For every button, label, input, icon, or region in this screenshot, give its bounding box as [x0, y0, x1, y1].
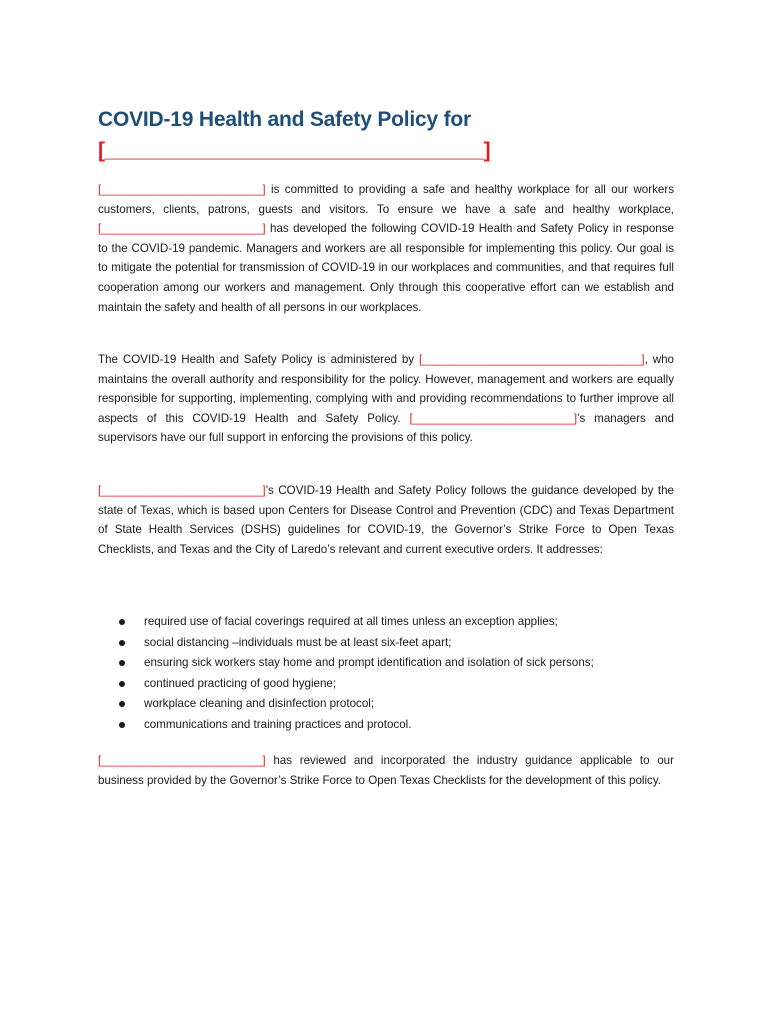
list-item: workplace cleaning and disinfection protocol; — [98, 694, 674, 715]
bullet-icon — [119, 619, 125, 625]
paragraph-text: is committed to providing a safe and healthy workplace for all our workers customers, clients, patrons, guests and visitors. To ensure we have a safe and healthy workplace, — [98, 183, 674, 216]
paragraph-text: The COVID-19 Health and Safety Policy is administered by — [98, 353, 419, 366]
guidance-paragraph — [98, 481, 674, 559]
bullet-icon — [119, 640, 125, 646]
paragraph-text: has reviewed and incorporated the industry guidance applicable to our business provided by the Governor’s Strike Force to Open Texas Checklists for the development of this policy. — [98, 754, 674, 787]
paragraph-text: ’s COVID-19 Health and Safety Policy follows the guidance developed by the state of Texas, which is based upon Centers for Disease Control and Prevention (CDC) and Texas Department of State Health Services (DSHS) guidelines for COVID-19, the Governor’s Strike Force to Open Texas Checklists, and Texas and the City of Laredo’s relevant and current executive orders. It addresses: — [98, 484, 674, 556]
bullet-icon — [119, 660, 125, 666]
organization-blank: [_________________________] — [98, 183, 266, 196]
list-item: ensuring sick workers stay home and prompt identification and isolation of sick persons; — [98, 653, 674, 674]
title-organization-blank: [_________________________________] — [98, 139, 491, 162]
review-paragraph — [98, 751, 674, 790]
bullet-icon — [119, 722, 125, 728]
organization-blank: [_________________________] — [98, 222, 266, 236]
bullet-icon — [119, 701, 125, 707]
list-item: social distancing –individuals must be at least six-feet apart; — [98, 633, 674, 654]
list-item: communications and training practices and protocol. — [98, 715, 674, 736]
bullet-icon — [119, 681, 125, 687]
paragraph-text: has developed the following COVID-19 Health and Safety Policy in response to the COVID-19 pandemic. Managers and workers are all responsible for implementing this policy. Our goal is to mitigate the potential for transmission of COVID-19 in our workplaces and communities, and that requires full cooperation among our workers and management. Only through this cooperative effort can we establish and maintain the safety and health of all persons in our workplaces. — [98, 222, 674, 314]
page-title — [98, 104, 678, 166]
policy-topics-list — [98, 612, 674, 736]
administration-paragraph — [98, 350, 674, 448]
commitment-paragraph — [98, 180, 674, 317]
organization-blank: [_________________________] — [98, 484, 266, 497]
paragraph-text: , who maintains the overall authority and responsibility for the policy. However, management and workers are equally responsible for supporting, implementing, complying with and providing recommendations to further improve all aspects of this COVID-19 Health and Safety Policy. — [98, 353, 674, 425]
list-item: continued practicing of good hygiene; — [98, 674, 674, 695]
organization-blank: [_________________________] — [98, 754, 266, 767]
paragraph-text: ’s managers and supervisors have our full support in enforcing the provisions of this policy. — [98, 411, 674, 445]
administrator-blank: [__________________________________] — [418, 353, 645, 366]
organization-blank: [_________________________] — [409, 411, 578, 425]
list-item: required use of facial coverings required at all times unless an exception applies; — [98, 612, 674, 633]
title-line-1: COVID-19 Health and Safety Policy for — [98, 108, 472, 131]
